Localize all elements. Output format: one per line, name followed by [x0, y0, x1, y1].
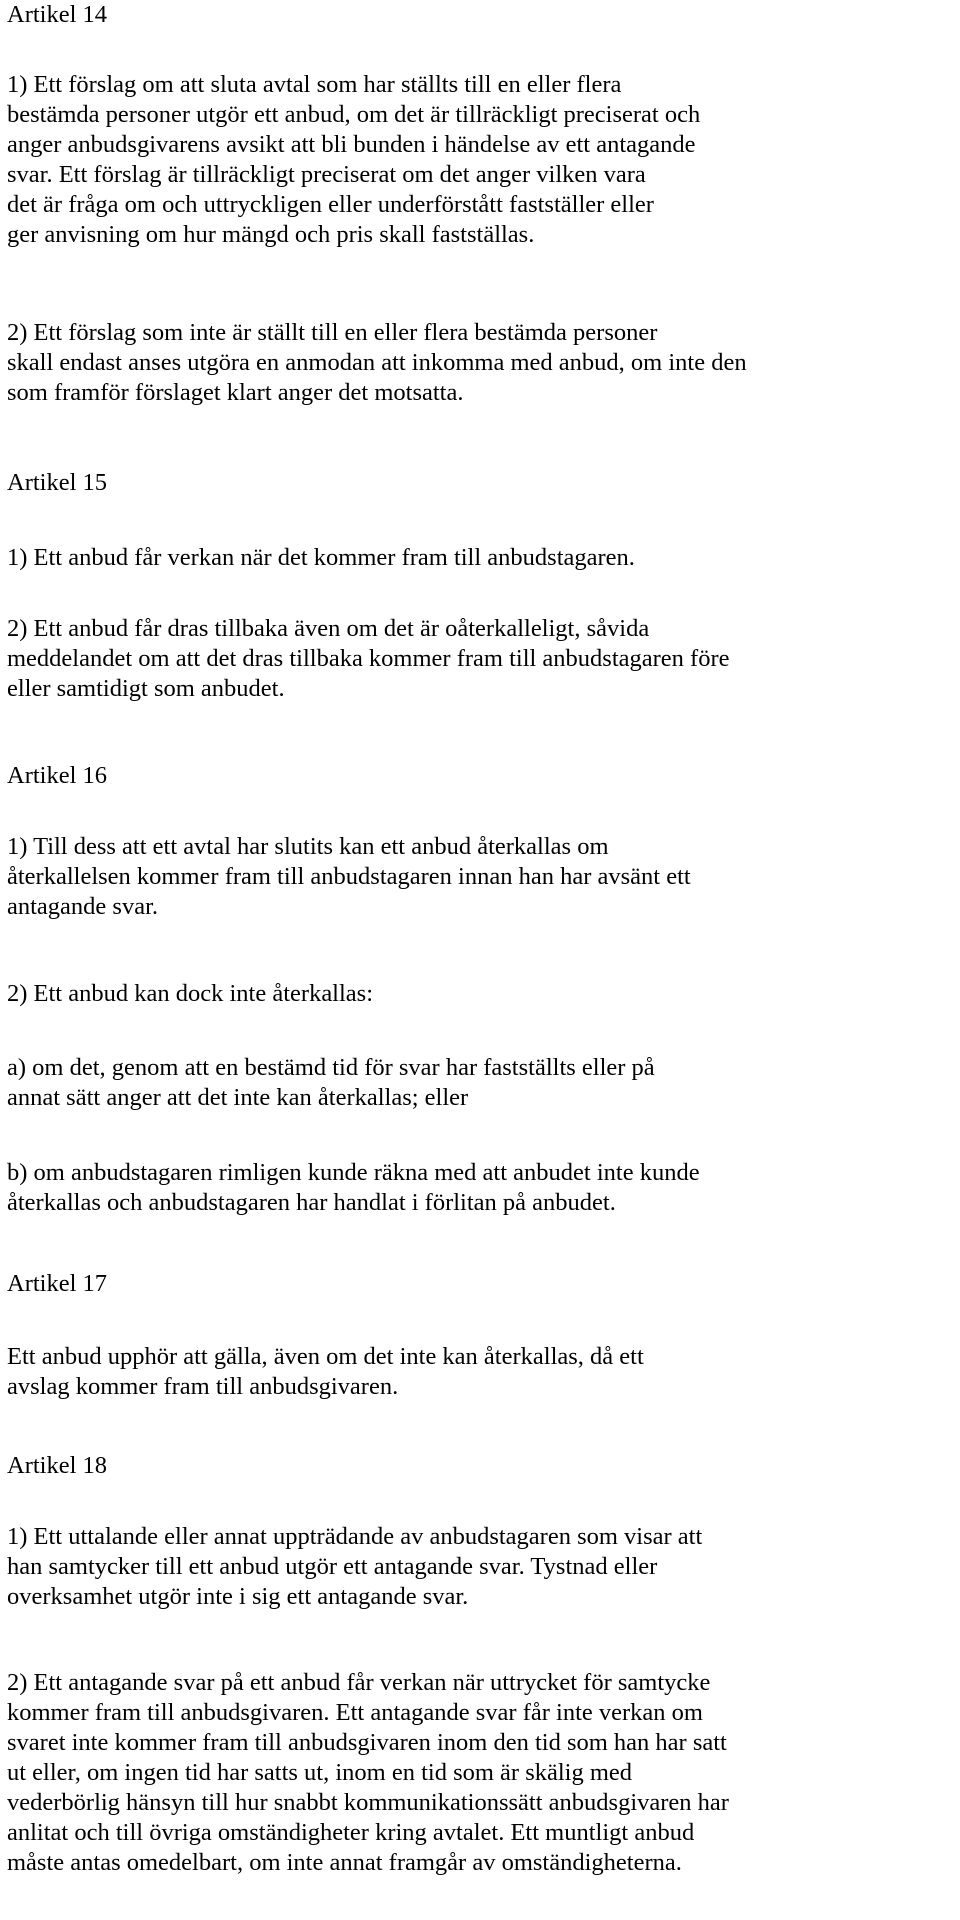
text-line: 1) Till dess att ett avtal har slutits kan ett anbud återkallas om — [7, 833, 609, 860]
text-line: 1) Ett förslag om att sluta avtal som har ställts till en eller flera — [7, 71, 622, 98]
article-16-point-b — [7, 1158, 957, 1218]
article-18-heading — [7, 1451, 957, 1481]
text-line: kommer fram till anbudsgivaren. Ett antagande svar får inte verkan om — [7, 1699, 703, 1726]
article-14-paragraph-1 — [7, 70, 957, 250]
text-line: det är fråga om och uttryckligen eller underförstått fastställer eller — [7, 191, 654, 218]
text-line: han samtycker till ett anbud utgör ett antagande svar. Tystnad eller — [7, 1553, 658, 1580]
article-17-paragraph-1 — [7, 1342, 957, 1402]
article-16-paragraph-1 — [7, 832, 957, 922]
text-line: antagande svar. — [7, 893, 159, 920]
text-line: annat sätt anger att det inte kan återkallas; eller — [7, 1084, 469, 1111]
text-line: 2) Ett anbud kan dock inte återkallas: — [7, 980, 374, 1007]
text-line: vederbörlig hänsyn till hur snabbt kommunikationssätt anbudsgivaren har — [7, 1789, 729, 1816]
text-line: 1) Ett anbud får verkan när det kommer fram till anbudstagaren. — [7, 544, 635, 571]
heading-text: Artikel 15 — [7, 469, 108, 496]
article-15-heading — [7, 468, 957, 498]
article-18-paragraph-1 — [7, 1522, 957, 1612]
text-line: skall endast anses utgöra en anmodan att inkomma med anbud, om inte den — [7, 349, 747, 376]
text-line: 2) Ett antagande svar på ett anbud får verkan när uttrycket för samtycke — [7, 1669, 711, 1696]
heading-text: Artikel 18 — [7, 1452, 108, 1479]
article-15-paragraph-2 — [7, 614, 957, 704]
text-line: anger anbudsgivarens avsikt att bli bunden i händelse av ett antagande — [7, 131, 696, 158]
heading-text: Artikel 16 — [7, 762, 108, 789]
text-line: overksamhet utgör inte i sig ett antagande svar. — [7, 1583, 469, 1610]
article-17-heading — [7, 1269, 957, 1299]
text-line: Ett anbud upphör att gälla, även om det inte kan återkallas, då ett — [7, 1343, 644, 1370]
heading-text: Artikel 17 — [7, 1270, 108, 1297]
text-line: a) om det, genom att en bestämd tid för svar har fastställts eller på — [7, 1054, 655, 1081]
text-line: bestämda personer utgör ett anbud, om det är tillräckligt preciserat och — [7, 101, 701, 128]
text-line: meddelandet om att det dras tillbaka kommer fram till anbudstagaren före — [7, 645, 730, 672]
heading-text: Artikel 14 — [7, 1, 108, 28]
article-14-paragraph-2 — [7, 318, 957, 408]
text-line: som framför förslaget klart anger det motsatta. — [7, 379, 464, 406]
text-line: 2) Ett förslag som inte är ställt till en eller flera bestämda personer — [7, 319, 658, 346]
text-line: eller samtidigt som anbudet. — [7, 675, 285, 702]
article-15-paragraph-1 — [7, 543, 957, 573]
article-14-heading — [7, 0, 957, 30]
text-line: svar. Ett förslag är tillräckligt preciserat om det anger vilken vara — [7, 161, 646, 188]
text-line: återkallas och anbudstagaren har handlat i förlitan på anbudet. — [7, 1189, 616, 1216]
text-line: måste antas omedelbart, om inte annat framgår av omständigheterna. — [7, 1849, 682, 1876]
article-16-paragraph-2 — [7, 979, 957, 1009]
text-line: 1) Ett uttalande eller annat uppträdande av anbudstagaren som visar att — [7, 1523, 703, 1550]
text-line: ut eller, om ingen tid har satts ut, inom en tid som är skälig med — [7, 1759, 633, 1786]
text-line: anlitat och till övriga omständigheter kring avtalet. Ett muntligt anbud — [7, 1819, 695, 1846]
text-line: återkallelsen kommer fram till anbudstagaren innan han har avsänt ett — [7, 863, 691, 890]
text-line: ger anvisning om hur mängd och pris skall fastställas. — [7, 221, 535, 248]
article-16-heading — [7, 761, 957, 791]
text-line: avslag kommer fram till anbudsgivaren. — [7, 1373, 399, 1400]
text-line: b) om anbudstagaren rimligen kunde räkna med att anbudet inte kunde — [7, 1159, 700, 1186]
text-line: 2) Ett anbud får dras tillbaka även om det är oåterkalleligt, såvida — [7, 615, 650, 642]
article-18-paragraph-2 — [7, 1668, 957, 1878]
text-line: svaret inte kommer fram till anbudsgivaren inom den tid som han har satt — [7, 1729, 727, 1756]
article-16-point-a — [7, 1053, 957, 1113]
